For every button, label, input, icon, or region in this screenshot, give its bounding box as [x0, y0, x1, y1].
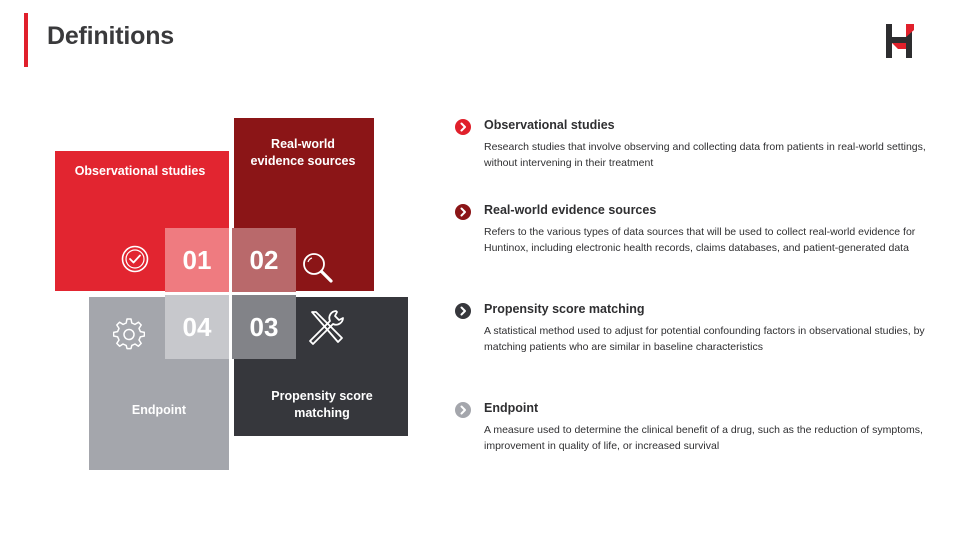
- tile-label-observational: Observational studies: [74, 164, 206, 178]
- tools-icon: [306, 308, 346, 348]
- chevron-right-icon: [455, 303, 471, 319]
- number-04: 04: [182, 311, 212, 342]
- definition-title: Observational studies: [484, 118, 615, 132]
- tile-label-propensity: Propensity score matching: [271, 389, 373, 420]
- check-circle-icon: [120, 244, 150, 274]
- definition-description: Refers to the various types of data sources that will be used to collect real-world evidence for Huntinox, including electronic health records, claims databases, and patient-generated data: [484, 226, 916, 254]
- number-box-04: [165, 295, 229, 359]
- number-01: 01: [182, 244, 212, 275]
- page-title: Definitions: [47, 22, 174, 50]
- number-02: 02: [249, 244, 279, 275]
- magnifier-icon: [300, 250, 334, 284]
- number-box-02: [232, 228, 296, 292]
- chevron-right-icon: [455, 119, 471, 135]
- title-accent-bar: [24, 13, 28, 67]
- chevron-right-icon: [455, 402, 471, 418]
- chevron-right-icon: [455, 204, 471, 220]
- number-box-03: [232, 295, 296, 359]
- number-03: 03: [249, 311, 279, 342]
- gear-icon: [113, 318, 145, 350]
- definition-title: Propensity score matching: [484, 302, 645, 316]
- definition-description: Research studies that involve observing and collecting data from patients in real-world settings, without intervening in their treatment: [484, 141, 926, 169]
- definition-description: A measure used to determine the clinical benefit of a drug, such as the reduction of symptoms, improvement in quality of life, or increased survival: [484, 424, 923, 452]
- definition-description: A statistical method used to adjust for potential confounding factors in observational studies, by matching patients who are similar in baseline characteristics: [484, 325, 925, 353]
- huntinox-logo-icon: [884, 22, 916, 60]
- tile-label-real-world: Real-world evidence sources: [250, 137, 356, 168]
- definition-title: Real-world evidence sources: [484, 203, 657, 217]
- definition-title: Endpoint: [484, 401, 539, 415]
- tile-label-endpoint: Endpoint: [131, 403, 187, 417]
- number-box-01: [165, 228, 229, 292]
